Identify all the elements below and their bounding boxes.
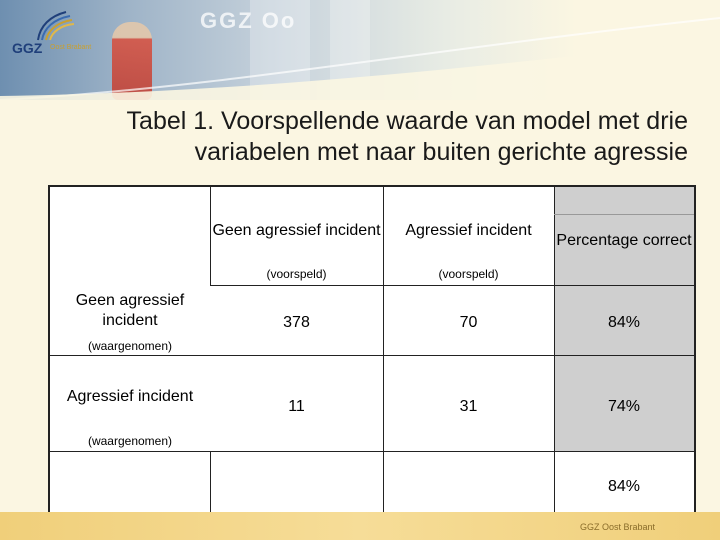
slide-title <box>40 106 688 168</box>
logo-subtitle: Oost Brabant <box>50 44 92 51</box>
col-header-label: Agressief incident <box>405 222 532 239</box>
cell-value: 378 <box>283 314 310 331</box>
cell-value: 31 <box>459 398 478 415</box>
row-label-no-incident: Geen agressief incident <box>75 292 185 329</box>
table-divider <box>554 214 694 215</box>
col-header-label: Geen agressief incident <box>212 222 381 239</box>
col-header-no-incident <box>210 221 383 241</box>
cell-value: 70 <box>459 314 478 331</box>
table-divider <box>210 285 694 286</box>
slide-title-line1: Tabel 1. Voorspellende waarde van model met drie <box>126 107 688 135</box>
col-header-sub: (voorspeld) <box>266 267 327 281</box>
row-label-sub: (waargenomen) <box>87 434 173 448</box>
row-label-sub: (waargenomen) <box>87 339 173 353</box>
footer-text: GGZ Oost Brabant <box>580 522 656 532</box>
col-header-percentage <box>554 231 694 251</box>
cell-percentage: 84% <box>607 314 641 331</box>
table-divider <box>50 355 694 356</box>
col-header-label: Percentage correct <box>556 232 692 249</box>
table-divider <box>50 451 694 452</box>
prediction-table <box>48 185 696 515</box>
logo-text: GGZ <box>12 40 43 56</box>
col-header-incident <box>383 221 554 241</box>
slide-title-line2: variabelen met naar buiten gerichte agressie <box>194 138 688 166</box>
table-divider <box>210 451 211 513</box>
cell-percentage: 74% <box>607 398 641 415</box>
total-percentage: 84% <box>607 478 641 495</box>
cell-value: 11 <box>288 398 305 415</box>
col-header-sub: (voorspeld) <box>438 267 499 281</box>
row-label-incident: Agressief incident <box>66 388 194 405</box>
